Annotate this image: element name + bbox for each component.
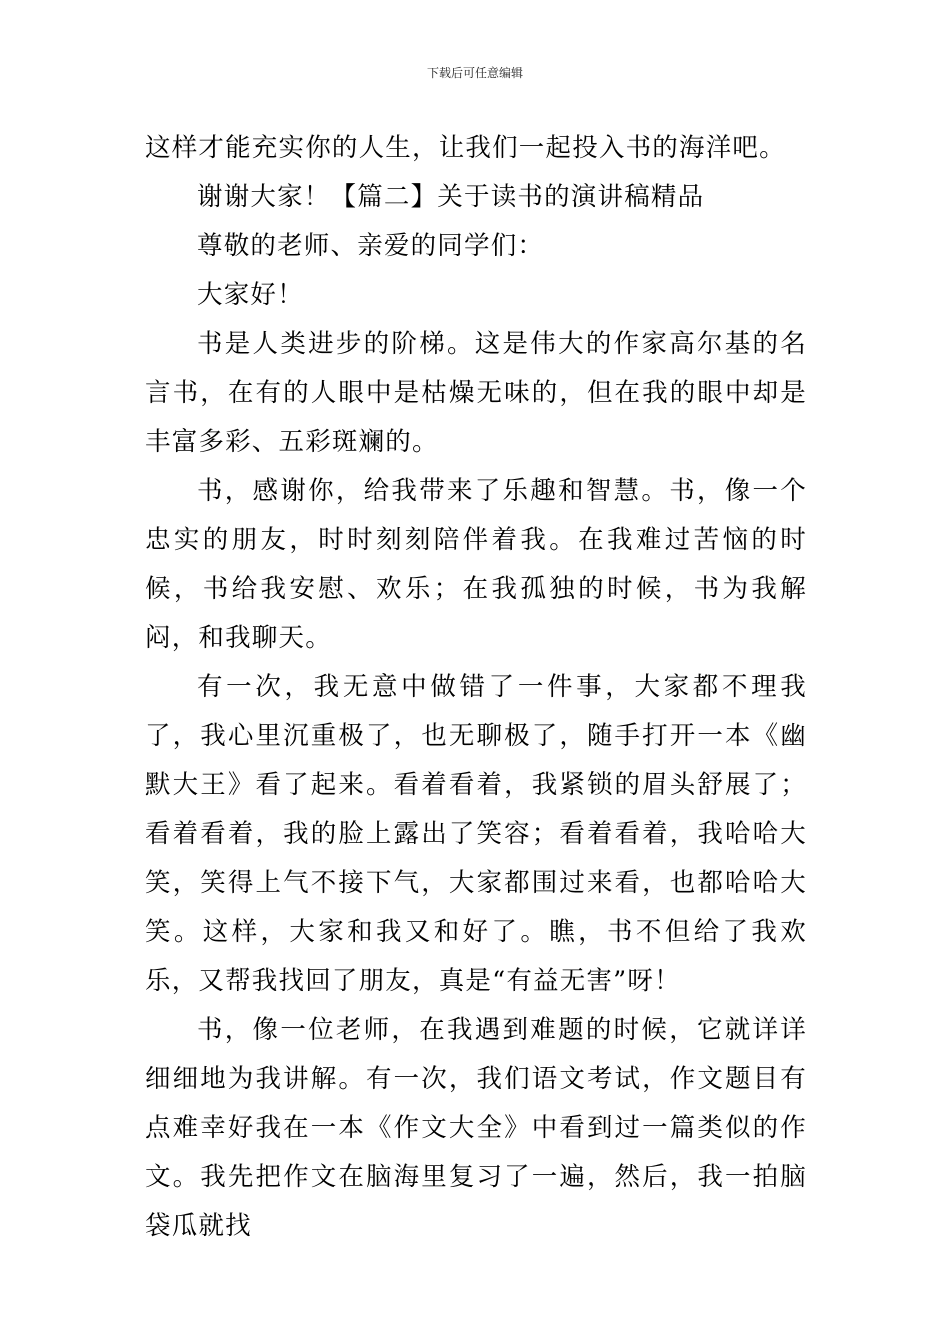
paragraph-8: 书，像一位老师，在我遇到难题的时候，它就详详细细地为我讲解。有一次，我们语文考试，作文题目有点难幸好我在一本《作文大全》中看到过一篇类似的作文。我先把作文在脑海里复习了一遍，然后，我一拍脑袋瓜就找 (145, 1015, 807, 1241)
document-body (145, 124, 807, 1251)
page-header: 下载后可任意编辑 (426, 66, 523, 80)
paragraph-1: 这样才能充实你的人生，让我们一起投入书的海洋吧。 (145, 133, 786, 163)
paragraph-6: 书，感谢你，给我带来了乐趣和智慧。书，像一个忠实的朋友，时时刻刻陪伴着我。在我难过苦恼的时候，书给我安慰、欢乐；在我孤独的时候，书为我解闷，和我聊天。 (145, 476, 807, 653)
paragraph-7: 有一次，我无意中做错了一件事，大家都不理我了，我心里沉重极了，也无聊极了，随手打开一本《幽默大王》看了起来。看着看着，我紧锁的眉头舒展了；看着看着，我的脸上露出了笑容；看着看着，我哈哈大笑，笑得上气不接下气，大家都围过来看，也都哈哈大笑。这样，大家和我又和好了。瞧，书不但给了我欢乐，又帮我找回了朋友，真是“有益无害”呀！ (145, 672, 807, 996)
paragraph-5: 书是人类进步的阶梯。这是伟大的作家高尔基的名言书，在有的人眼中是枯燥无味的，但在我的眼中却是丰富多彩、五彩斑斓的。 (145, 329, 807, 457)
paragraph-4: 大家好！ (197, 280, 304, 310)
paragraph-2: 谢谢大家！【篇二】关于读书的演讲稿精品 (197, 182, 705, 212)
paragraph-3: 尊敬的老师、亲爱的同学们： (197, 231, 545, 261)
